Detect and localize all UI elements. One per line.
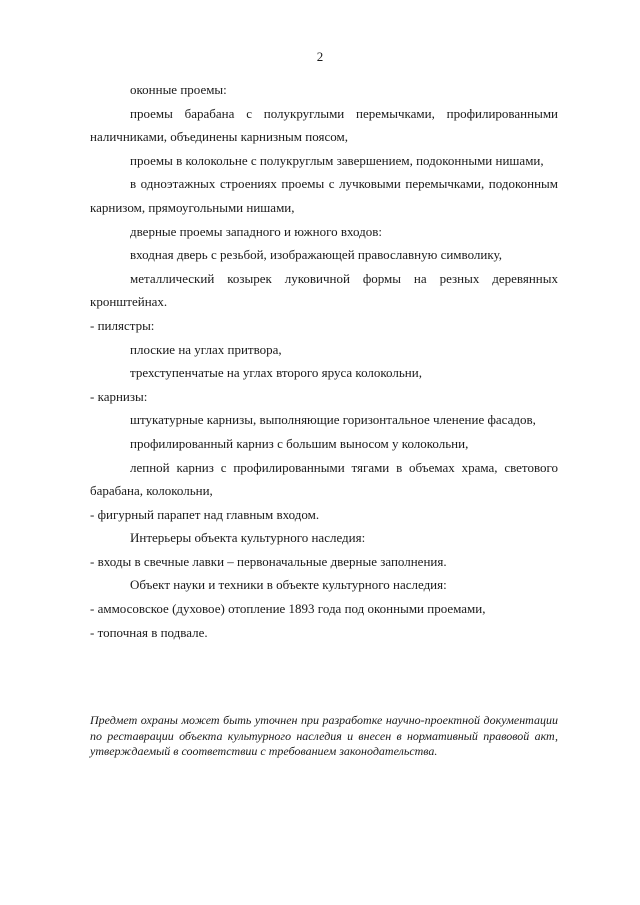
paragraph: в одноэтажных строениях проемы с лучковыми перемычками, подоконным карнизом, прямоугольными нишами, — [90, 176, 558, 215]
paragraph: проемы в колокольне с полукруглым завершением, подоконными нишами, — [130, 152, 544, 168]
paragraph: - фигурный парапет над главным входом. — [90, 506, 320, 522]
paragraph: профилированный карниз с большим выносом у колокольни, — [130, 435, 469, 451]
paragraph: - пилястры: — [90, 317, 155, 333]
paragraph: плоские на углах притвора, — [130, 341, 282, 357]
paragraph: оконные проемы: — [130, 82, 227, 97]
paragraph: входная дверь с резьбой, изображающей православную символику, — [130, 247, 502, 263]
footnote-note: Предмет охраны может быть уточнен при разработке научно-проектной документации по реставрации объекта культурного наследия и внесен в нормативный правовой акт, утверждаемый в соответствии с требованием законодательства. — [90, 713, 558, 758]
paragraph: - топочная в подвале. — [90, 624, 208, 640]
paragraph: Объект науки и техники в объекте культурного наследия: — [130, 577, 447, 593]
paragraph: - аммосовское (духовое) отопление 1893 года под оконными проемами, — [90, 601, 486, 617]
page-number: 2 — [316, 49, 324, 64]
paragraph: проемы барабана с полукруглыми перемычками, профилированными наличниками, объединены карнизным поясом, — [90, 105, 558, 145]
paragraph: штукатурные карнизы, выполняющие горизонтальное членение фасадов, — [130, 412, 536, 428]
paragraph: лепной карниз с профилированными тягами в объемах храма, светового барабана, колокольни, — [90, 459, 558, 499]
paragraph: дверные проемы западного и южного входов: — [130, 223, 382, 239]
paragraph: - карнизы: — [90, 388, 148, 404]
paragraph: - входы в свечные лавки – первоначальные дверные заполнения. — [90, 553, 447, 569]
paragraph: трехступенчатые на углах второго яруса колокольни, — [130, 365, 422, 381]
paragraph: Интерьеры объекта культурного наследия: — [130, 530, 366, 546]
paragraph: металлический козырек луковичной формы на резных деревянных кронштейнах. — [90, 270, 558, 310]
document-body — [90, 78, 558, 644]
